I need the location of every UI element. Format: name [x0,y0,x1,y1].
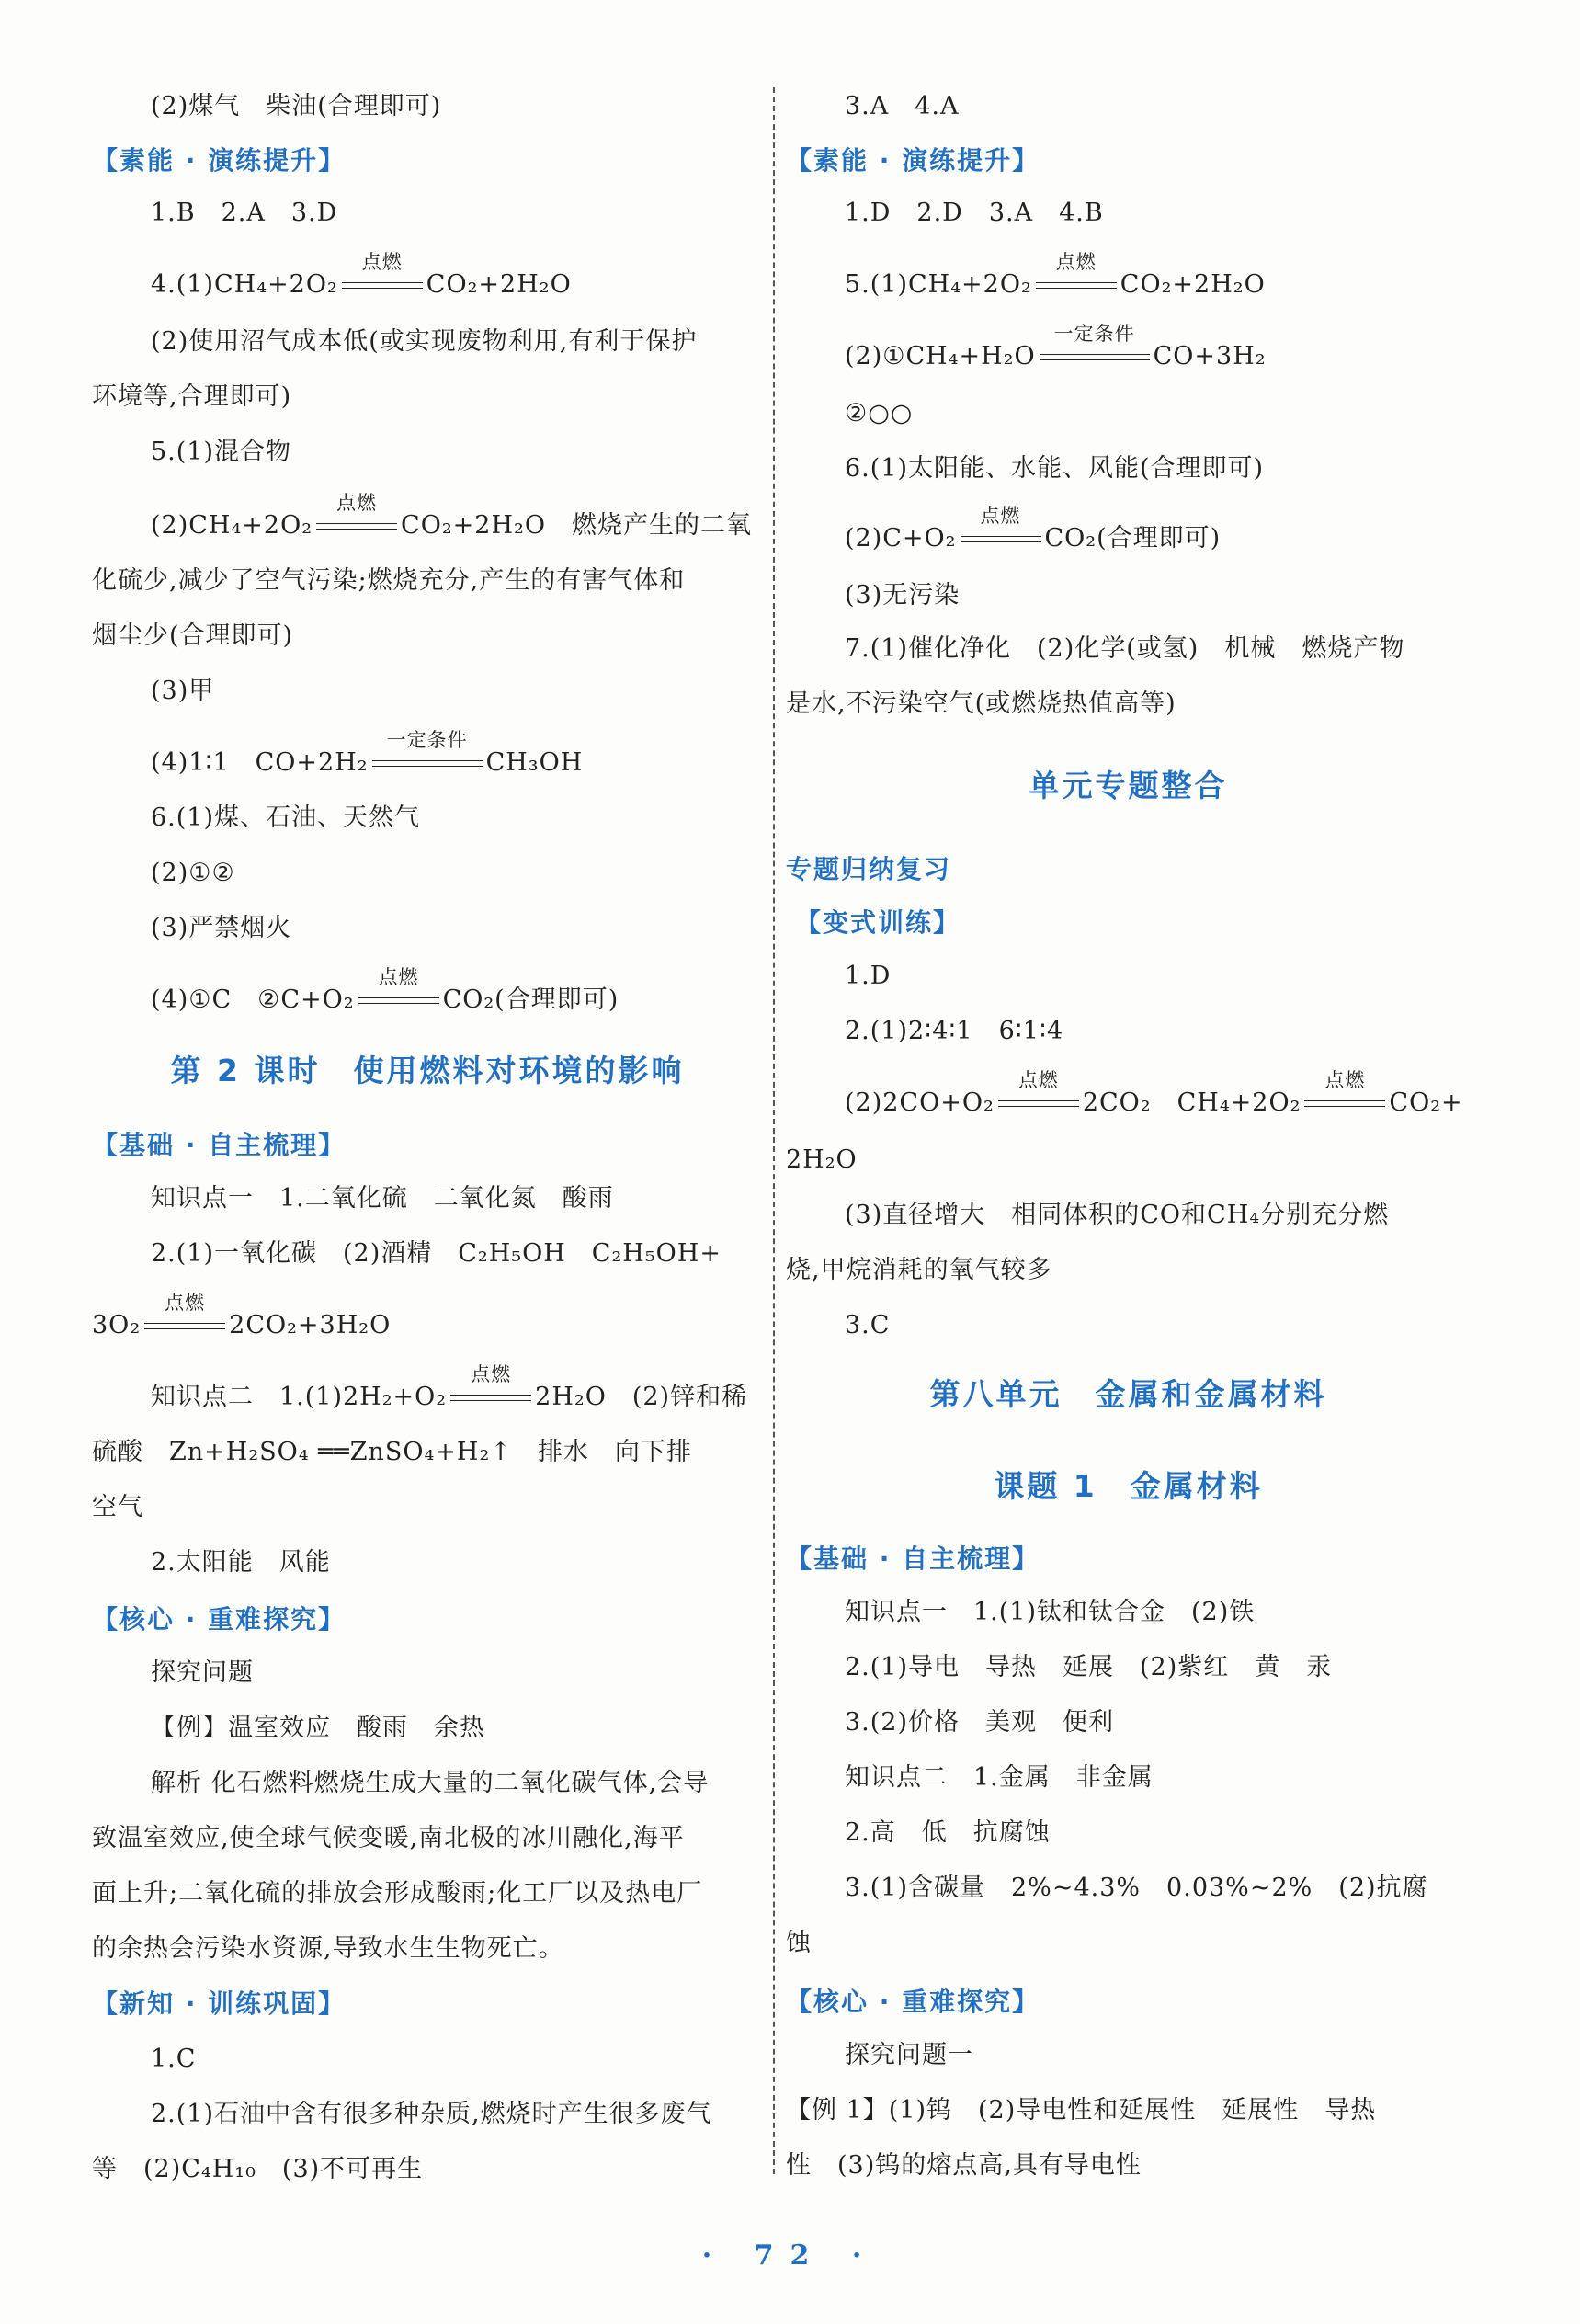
section-heading: 【素能 · 演练提升】 [786,145,1040,176]
equation-line [92,729,763,781]
reaction-arrow [1301,1069,1389,1122]
equation-products: CO+3H₂ [1153,342,1267,370]
section-heading: 【基础 · 自主梳理】 [786,1544,1040,1574]
explanation-line: 解析 化石燃料燃烧生成大量的二氧化碳气体,会导 [151,1769,710,1797]
answer-line: 2.(1)导电 导热 延展 (2)紫红 黄 汞 [845,1653,1333,1681]
answer-line: 知识点二 1.金属 非金属 [845,1763,1154,1792]
equation-line [92,1292,763,1344]
reaction-condition: 点燃 [1055,251,1097,273]
explanation-line: 的余热会污染水资源,导致水生生物死亡。 [92,1934,564,1963]
equation-products: CO₂+2H₂O [426,270,572,299]
equation-products: CO₂(合理即可) [1044,524,1222,553]
answer-line: (3)甲 [151,677,215,705]
equation-reactants: (2)C+O₂ [845,524,957,553]
equation-line [92,492,763,544]
section-heading: 【基础 · 自主梳理】 [92,1130,347,1160]
lesson-heading: 第 2 课时 使用燃料对环境的影响 [170,1053,685,1088]
column-divider [773,87,775,2174]
equation-line [786,505,1471,557]
equation-line [786,323,1471,375]
reaction-condition: 一定条件 [386,729,468,751]
reaction-arrow [338,251,426,303]
answer-line: 2.(1)一氧化碳 (2)酒精 C₂H₅OH C₂H₅OH+ [151,1239,722,1268]
answer-line: 空气 [92,1493,143,1521]
answer-line: 知识点一 1.(1)钛和钛合金 (2)铁 [845,1598,1256,1626]
answer-line: 3.(1)含碳量 2%~4.3% 0.03%~2% (2)抗腐 [845,1874,1428,1902]
answer-line: (2)①② [151,859,235,887]
equation-line [92,1363,763,1416]
answer-line: 【例】温室效应 酸雨 余热 [151,1714,485,1742]
answer-line: (3)直径增大 相同体积的CO和CH₄分别充分燃 [845,1201,1390,1229]
explanation-line: 面上升;二氧化硫的排放会形成酸雨;化工厂以及热电厂 [92,1879,703,1908]
equation-reactants: (2)2CO+O₂ [845,1088,995,1117]
answer-line: 烟尘少(合理即可) [92,621,294,650]
equation-reactants: 3O₂ [92,1311,142,1339]
answer-line: ②○○ [845,399,914,427]
section-heading: 【素能 · 演练提升】 [92,145,347,176]
answer-line: 3.C [845,1311,891,1339]
reaction-condition: 点燃 [165,1292,206,1314]
equation-products: CO₂+2H₂O [1120,270,1266,299]
equation-products: CH₃OH [485,748,584,777]
reaction-arrow [957,505,1045,557]
answer-line: (2)煤气 柴油(合理即可) [151,92,442,120]
section-heading: 【核心 · 重难探究】 [92,1604,347,1635]
answer-line: 2.太阳能 风能 [151,1548,331,1577]
reaction-condition: 点燃 [1017,1069,1059,1091]
page-number: · 72 · [701,2239,879,2272]
answer-line: (3)严禁烟火 [151,914,292,942]
explanation-line: 致温室效应,使全球气候变暖,南北极的冰川融化,海平 [92,1824,685,1852]
answer-line: (2)使用沼气成本低(或实现废物利用,有利于保护 [151,327,698,356]
reaction-condition: 点燃 [980,505,1021,527]
equation-products: CO₂(合理即可) [442,985,619,1014]
answer-line: 性 (3)钨的熔点高,具有导电性 [786,2151,1142,2180]
answer-line: 2.(1)2∶4∶1 6∶1∶4 [845,1017,1064,1045]
answer-line: 蚀 [786,1929,812,1957]
answer-line: 2.(1)石油中含有很多种杂质,燃烧时产生很多废气 [151,2100,712,2128]
equation-line [786,251,1471,303]
unit-heading: 单元专题整合 [1029,768,1228,803]
answer-line: 探究问题 [151,1658,254,1687]
reaction-arrow [1032,251,1120,303]
answer-line: 6.(1)太阳能、水能、风能(合理即可) [845,454,1265,483]
equation-line [786,1069,1471,1122]
reaction-arrow [141,1292,229,1344]
answer-line: 1.C [151,2045,197,2073]
answer-line: 1.D [845,962,892,990]
answer-line: 知识点一 1.二氧化硫 二氧化氮 酸雨 [151,1184,614,1213]
answer-line: 硫酸 Zn+H₂SO₄ ══ZnSO₄+H₂↑ 排水 向下排 [92,1438,692,1466]
equation-products: 2CO₂ CH₄+2O₂ [1082,1088,1302,1117]
answer-line: 2.高 低 抗腐蚀 [845,1818,1051,1847]
answer-line: 5.(1)混合物 [151,438,292,466]
answer-line: 7.(1)催化净化 (2)化学(或氢) 机械 燃烧产物 [845,634,1405,663]
equation-line [92,966,763,1019]
reaction-arrow [447,1363,535,1416]
answer-line: 环境等,合理即可) [92,382,292,411]
section-heading: 【变式训练】 [795,907,961,938]
answer-line: 6.(1)煤、石油、天然气 [151,803,421,832]
equation-reactants: 4.(1)CH₄+2O₂ [151,270,338,299]
answer-line: 3.(2)价格 美观 便利 [845,1708,1115,1737]
section-heading: 专题归纳复习 [786,854,952,884]
reaction-arrow [995,1069,1083,1122]
reaction-arrow [355,966,443,1019]
answer-line: 【例 1】(1)钨 (2)导电性和延展性 延展性 导热 [786,2096,1377,2125]
answer-line: 是水,不污染空气(或燃烧热值高等) [786,689,1176,718]
reaction-condition: 点燃 [378,966,419,988]
equation-products: 2H₂O (2)锌和稀 [535,1383,748,1411]
answer-line: 等 (2)C₄H₁₀ (3)不可再生 [92,2155,424,2183]
reaction-condition: 点燃 [1324,1069,1366,1091]
answer-line: 1.B 2.A 3.D [151,199,338,227]
equation-reactants: 5.(1)CH₄+2O₂ [845,270,1032,299]
equation-products: 2CO₂+3H₂O [229,1311,392,1339]
answer-line: (3)无污染 [845,581,961,609]
reaction-condition: 一定条件 [1053,323,1135,345]
lesson-heading: 课题 1 金属材料 [994,1468,1263,1504]
equation-reactants: 知识点二 1.(1)2H₂+O₂ [151,1383,448,1411]
equation-reactants: (4)1∶1 CO+2H₂ [151,748,369,777]
answer-line: 化硫少,减少了空气污染;燃烧充分,产生的有害气体和 [92,566,686,595]
equation-products: CO₂+ [1389,1088,1463,1117]
answer-line: 1.D 2.D 3.A 4.B [845,199,1104,227]
equation-products: CO₂+2H₂O 燃烧产生的二氧 [401,511,752,540]
equation-reactants: (2)CH₄+2O₂ [151,511,313,540]
equation-reactants: (4)①C ②C+O₂ [151,985,355,1014]
equation-line [92,251,763,303]
reaction-condition: 点燃 [471,1363,512,1385]
answer-line: 烧,甲烷消耗的氧气较多 [786,1256,1052,1284]
answer-line: 2H₂O [786,1145,858,1174]
reaction-arrow [1036,323,1154,375]
reaction-condition: 点燃 [336,492,378,514]
reaction-condition: 点燃 [361,251,403,273]
reaction-arrow [313,492,401,544]
reaction-arrow [369,729,486,781]
answer-line: 探究问题一 [845,2041,973,2069]
section-heading: 【新知 · 训练巩固】 [92,1988,347,2019]
answer-line: 3.A 4.A [845,92,960,120]
equation-reactants: (2)①CH₄+H₂O [845,342,1036,370]
section-heading: 【核心 · 重难探究】 [786,1987,1040,2017]
unit-heading: 第八单元 金属和金属材料 [929,1376,1327,1412]
